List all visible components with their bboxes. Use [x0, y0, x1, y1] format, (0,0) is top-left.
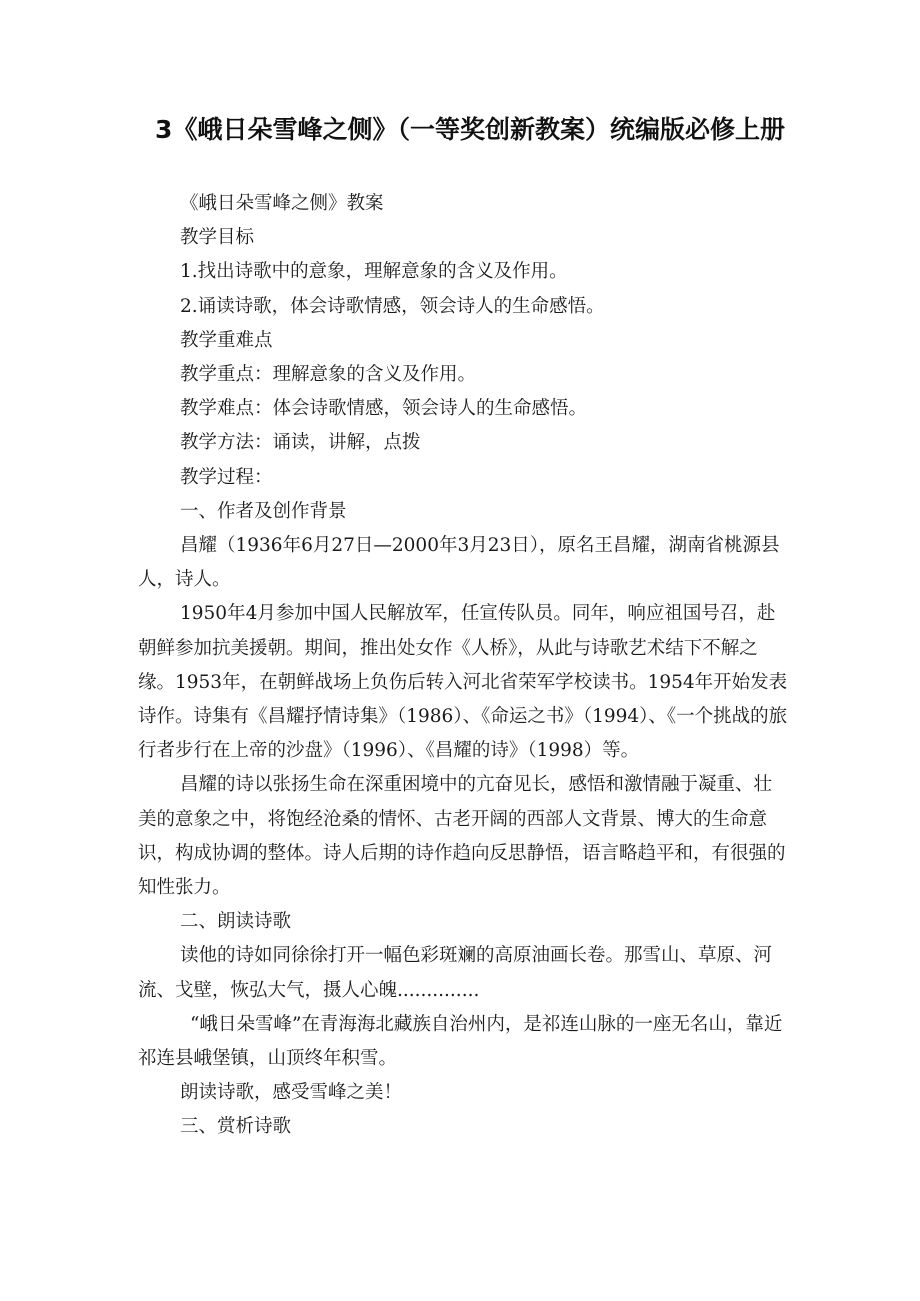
- section-heading: 教学过程：: [180, 466, 273, 488]
- section-heading: 教学目标: [180, 227, 255, 249]
- document-body: [138, 187, 788, 1145]
- body-paragraph: 1950年4月参加中国人民解放军，任宣传队员。同年，响应祖国号召，赴朝鲜参加抗美援朝。期间，推出处女作《人桥》，从此与诗歌艺术结下不解之缘。1953年，在朝鲜战场上负伤后转入河北省荣军学校读书。1954年开始发表诗作。诗集有《昌耀抒情诗集》（1986）、《命运之书》（1994）、《一个挑战的旅行者步行在上帝的沙盘》（1996）、《昌耀的诗》（1998）等。: [138, 603, 788, 762]
- body-paragraph: 读他的诗如同徐徐打开一幅色彩斑斓的高原油画长卷。那雪山、草原、河流、戈壁，恢弘大气，摄人心魄..............: [138, 945, 773, 1001]
- section-heading: 一、作者及创作背景: [180, 500, 347, 522]
- body-paragraph: 朗读诗歌，感受雪峰之美！: [180, 1082, 403, 1104]
- objective-item: 2.诵读诗歌，体会诗歌情感，领会诗人的生命感悟。: [180, 295, 605, 317]
- key-point-paragraph: 教学重点：理解意象的含义及作用。: [180, 364, 477, 386]
- difficulty-paragraph: 教学难点：体会诗歌情感，领会诗人的生命感悟。: [180, 398, 588, 420]
- method-paragraph: 教学方法：诵读，讲解，点拨: [180, 432, 421, 454]
- body-paragraph: 昌耀的诗以张扬生命在深重困境中的亢奋见长，感悟和激情融于凝重、壮美的意象之中，将饱经沧桑的情怀、古老开阔的西部人文背景、博大的生命意识，构成协调的整体。诗人后期的诗作趋向反思静悟，语言略趋平和，有很强的知性张力。: [138, 774, 786, 899]
- body-paragraph: 昌耀（1936年6月27日—2000年3月23日），原名王昌耀，湖南省桃源县人，诗人。: [138, 535, 780, 591]
- objective-item: 1.找出诗歌中的意象，理解意象的含义及作用。: [180, 261, 568, 283]
- section-heading: 教学重难点: [180, 329, 273, 351]
- section-heading: 三、赏析诗歌: [180, 1116, 292, 1138]
- subtitle-paragraph: 《峨日朵雪峰之侧》教案: [180, 193, 384, 214]
- body-paragraph: “峨日朵雪峰”在青海海北藏族自治州内，是祁连山脉的一座无名山，靠近祁连县峨堡镇，山顶终年积雪。: [138, 1013, 783, 1070]
- section-heading: 二、朗读诗歌: [180, 911, 292, 933]
- document-title: 3《峨日朵雪峰之侧》（一等奖创新教案）统编版必修上册: [155, 115, 785, 144]
